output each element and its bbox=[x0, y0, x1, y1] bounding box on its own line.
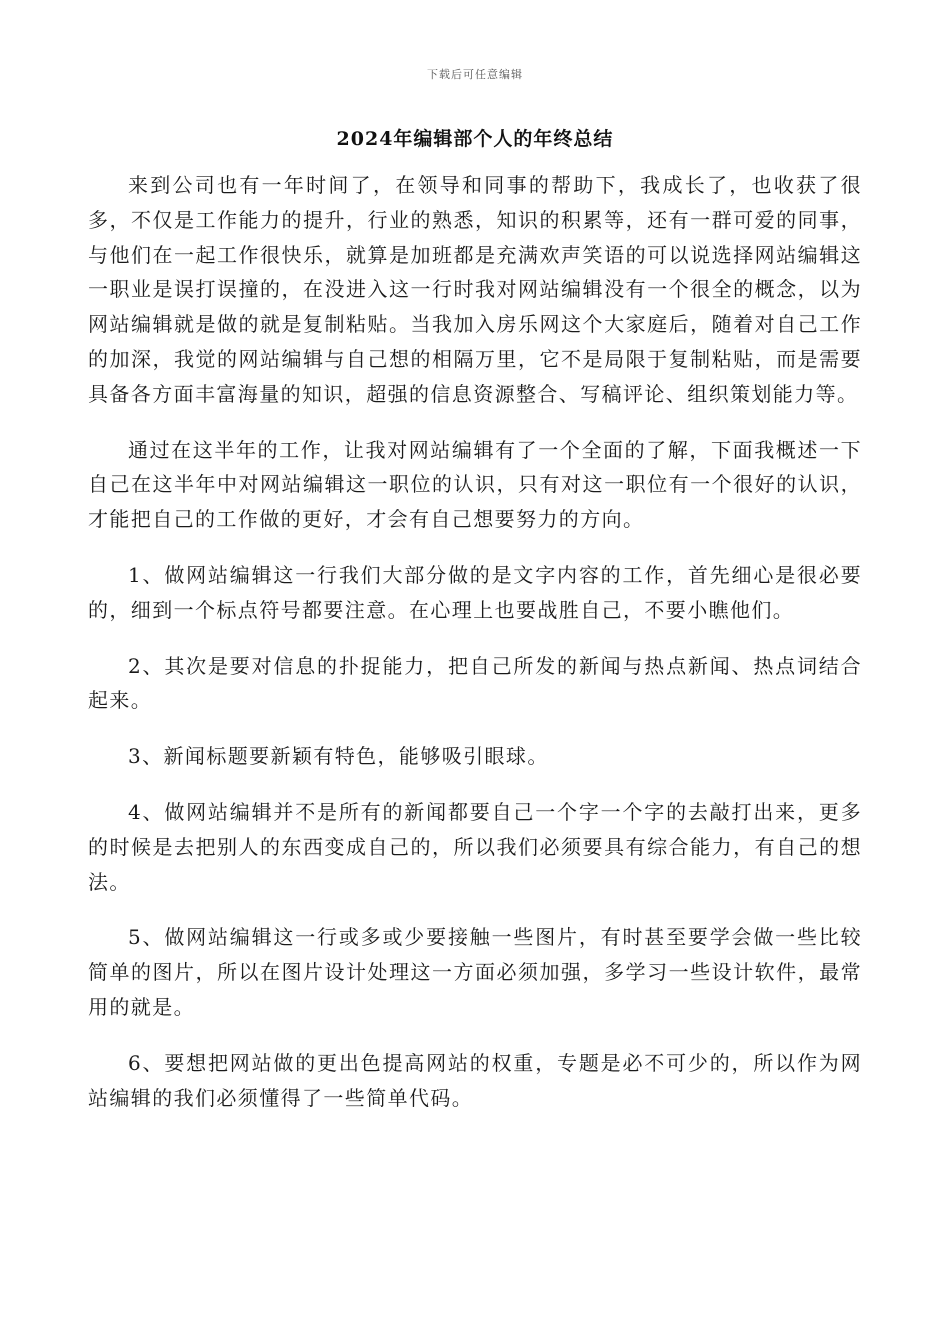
paragraph-overview: 通过在这半年的工作，让我对网站编辑有了一个全面的了解，下面我概述一下自己在这半年中对网站编辑这一职位的认识，只有对这一职位有一个很好的认识，才能把自己的工作做的更好，才会有自己想要努力的方向。 bbox=[88, 437, 862, 532]
document-title: 2024年编辑部个人的年终总结 bbox=[336, 128, 614, 150]
document-body bbox=[88, 168, 862, 1136]
paragraph-point-3: 3、新闻标题要新颖有特色，能够吸引眼球。 bbox=[128, 744, 549, 769]
paragraph-point-2: 2、其次是要对信息的扑捉能力，把自己所发的新闻与热点新闻、热点词结合起来。 bbox=[88, 653, 862, 713]
paragraph-intro: 来到公司也有一年时间了，在领导和同事的帮助下，我成长了，也收获了很多，不仅是工作能力的提升，行业的熟悉，知识的积累等，还有一群可爱的同事，与他们在一起工作很快乐，就算是加班都是充满欢声笑语的可以说选择网站编辑这一职业是误打误撞的，在没进入这一行时我对网站编辑没有一个很全的概念，以为网站编辑就是做的就是复制粘贴。当我加入房乐网这个大家庭后，随着对自己工作的加深，我觉的网站编辑与自己想的相隔万里，它不是局限于复制粘贴，而是需要具备各方面丰富海量的知识，超强的信息资源整合、写稿评论、组织策划能力等。 bbox=[88, 173, 862, 406]
paragraph-point-5: 5、做网站编辑这一行或多或少要接触一些图片，有时甚至要学会做一些比较简单的图片，所以在图片设计处理这一方面必须加强，多学习一些设计软件，最常用的就是。 bbox=[88, 925, 862, 1019]
header-note: 下载后可任意编辑 bbox=[427, 68, 523, 81]
paragraph-point-4: 4、做网站编辑并不是所有的新闻都要自己一个字一个字的去敲打出来，更多的时候是去把别人的东西变成自己的，所以我们必须要具有综合能力，有自己的想法。 bbox=[88, 799, 862, 894]
paragraph-point-1: 1、做网站编辑这一行我们大部分做的是文字内容的工作，首先细心是很必要的，细到一个标点符号都要注意。在心理上也要战胜自己，不要小瞧他们。 bbox=[88, 562, 862, 622]
paragraph-point-6: 6、要想把网站做的更出色提高网站的权重，专题是必不可少的，所以作为网站编辑的我们必须懂得了一些简单代码。 bbox=[88, 1050, 862, 1110]
